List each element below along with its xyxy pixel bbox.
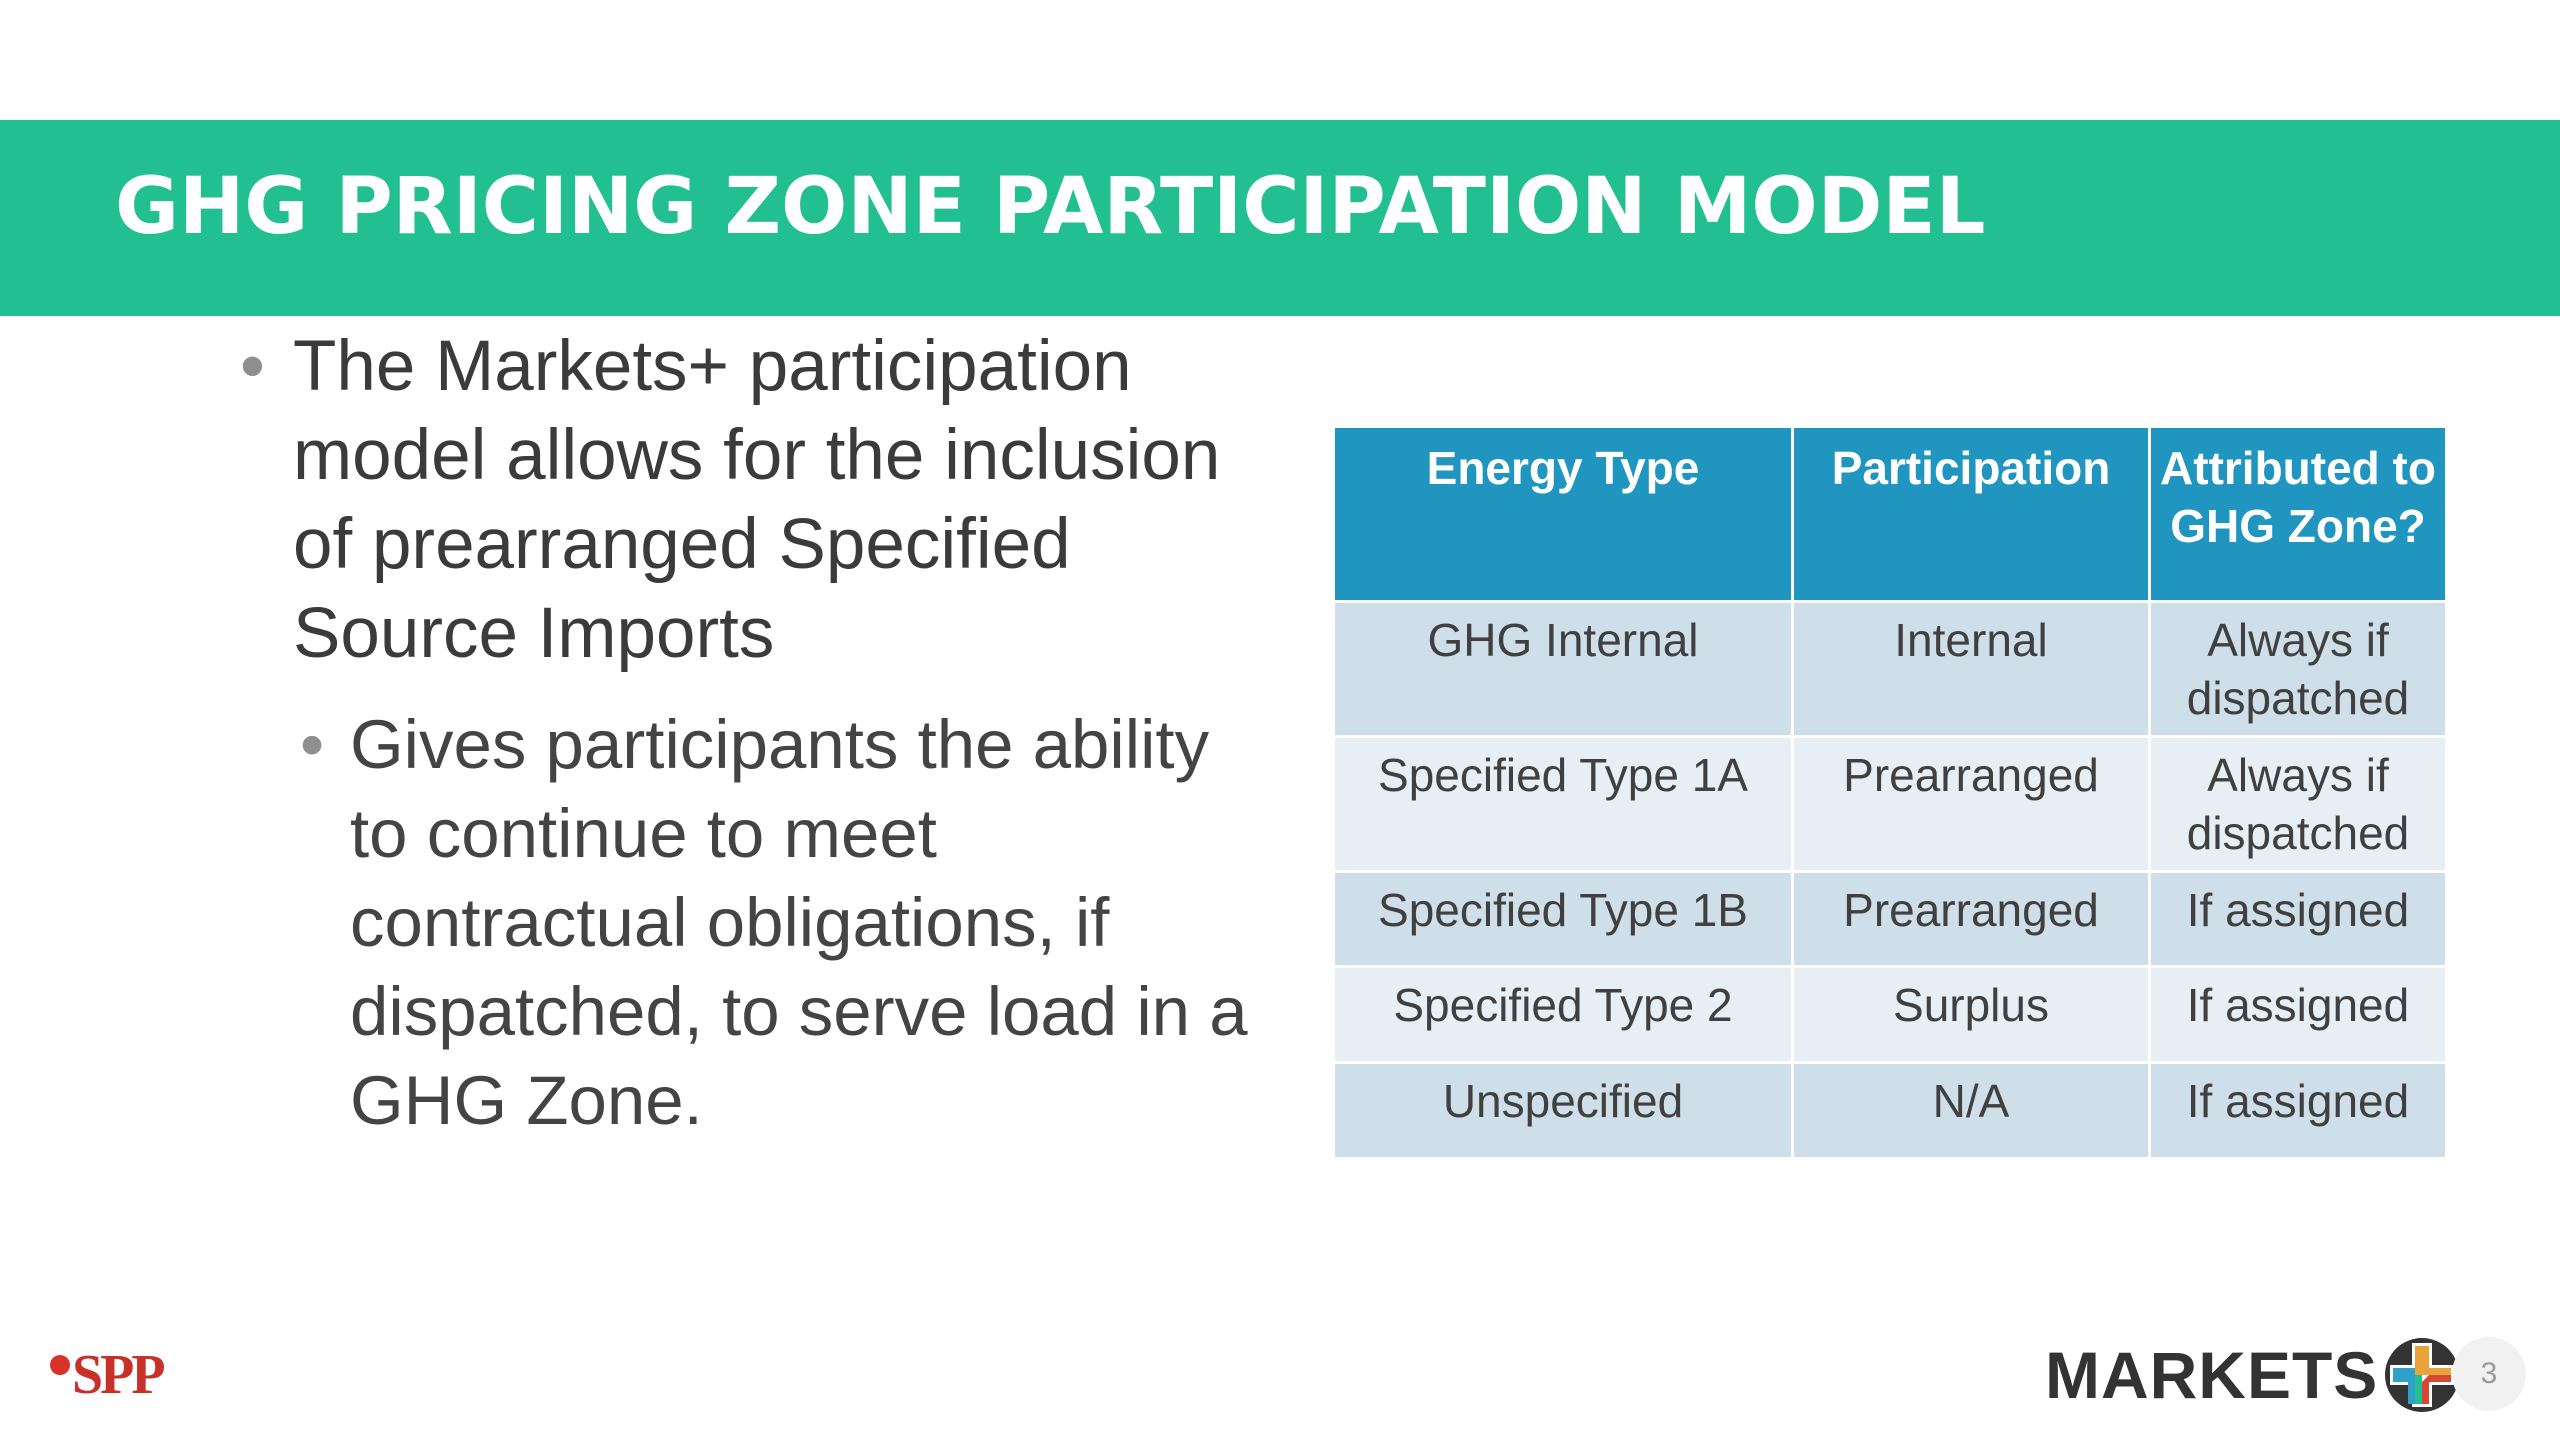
table-row xyxy=(1335,738,2445,870)
table-cell: Specified Type 2 xyxy=(1335,968,1791,1061)
bullet-dot-icon: • xyxy=(240,327,265,406)
markets-plus-logo xyxy=(2045,1335,2462,1415)
table-cell: Always if dispatched xyxy=(2151,603,2445,735)
bullet-level-2 xyxy=(300,700,1260,1145)
table-cell: Prearranged xyxy=(1794,873,2148,965)
table-cell: N/A xyxy=(1794,1064,2148,1157)
table-cell: If assigned xyxy=(2151,968,2445,1061)
slide-title: GHG PRICING ZONE PARTICIPATION MODEL xyxy=(115,162,1986,252)
table-header-row xyxy=(1335,428,2445,600)
table-cell: If assigned xyxy=(2151,873,2445,965)
header-energy-type: Energy Type xyxy=(1335,428,1791,600)
table-cell: Specified Type 1A xyxy=(1335,738,1791,870)
table-row xyxy=(1335,603,2445,735)
bullet-level-2-text: Gives participants the ability to continue to meet contractual obligations, if dispatched, to serve load in a GHG Zone. xyxy=(350,706,1248,1139)
spp-logo-icon xyxy=(50,1355,70,1375)
bullet-dot-icon: • xyxy=(300,706,325,783)
bullet-list xyxy=(240,322,1260,1145)
table-cell: If assigned xyxy=(2151,1064,2445,1157)
table-cell: Unspecified xyxy=(1335,1064,1791,1157)
bullet-level-1-text: The Markets+ participation model allows for the inclusion of prearranged Specified Source Imports xyxy=(293,327,1221,673)
table-cell: Specified Type 1B xyxy=(1335,873,1791,965)
participation-table xyxy=(1332,425,2448,1160)
spp-logo xyxy=(50,1345,163,1405)
spp-logo-text: SPP xyxy=(72,1344,163,1406)
table-cell: Internal xyxy=(1794,603,2148,735)
table-row xyxy=(1335,968,2445,1061)
markets-plus-icon xyxy=(2382,1335,2462,1415)
page-number: 3 xyxy=(2452,1337,2526,1411)
table-cell: GHG Internal xyxy=(1335,603,1791,735)
table-cell: Prearranged xyxy=(1794,738,2148,870)
table-row xyxy=(1335,873,2445,965)
table-cell: Surplus xyxy=(1794,968,2148,1061)
table-cell: Always if dispatched xyxy=(2151,738,2445,870)
header-attributed: Attributed to GHG Zone? xyxy=(2151,428,2445,600)
header-participation: Participation xyxy=(1794,428,2148,600)
bullet-level-1 xyxy=(240,322,1260,678)
table-row xyxy=(1335,1064,2445,1157)
markets-logo-text: MARKETS xyxy=(2045,1338,2379,1412)
